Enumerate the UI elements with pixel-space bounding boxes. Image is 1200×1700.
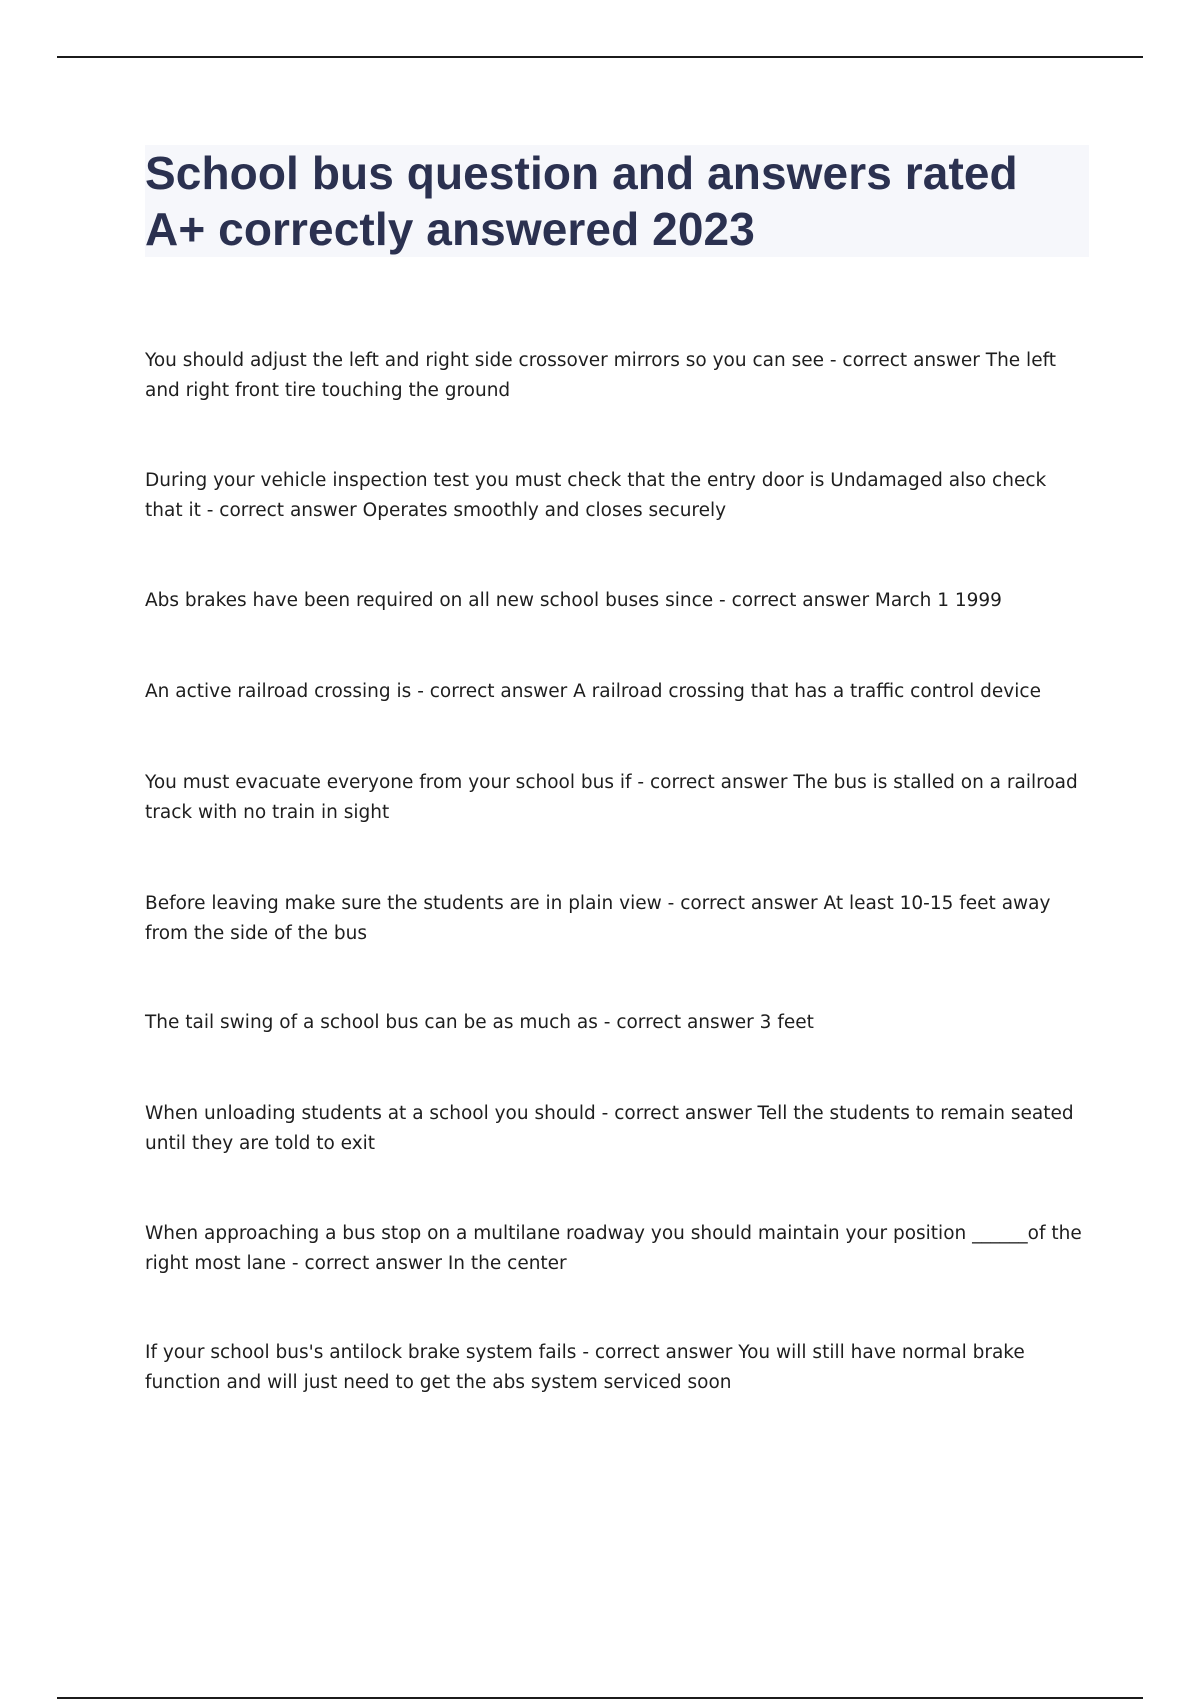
- qa-item: The tail swing of a school bus can be as much as - correct answer 3 feet: [145, 1012, 814, 1033]
- qa-item: During your vehicle inspection test you must check that the entry door is Undamaged also check that it - correct answer Operates smoothly and closes securely: [145, 470, 1047, 521]
- qa-item: You should adjust the left and right side crossover mirrors so you can see - correct answer The left and right front tire touching the ground: [145, 350, 1057, 401]
- top-rule: [57, 56, 1143, 58]
- qa-item: An active railroad crossing is - correct answer A railroad crossing that has a traffic control device: [145, 681, 1041, 702]
- qa-item: You must evacuate everyone from your school bus if - correct answer The bus is stalled on a railroad track with no train in sight: [145, 772, 1078, 823]
- qa-item: Before leaving make sure the students are in plain view - correct answer At least 10-15 feet away from the side of the bus: [145, 893, 1051, 944]
- qa-item: If your school bus's antilock brake system fails - correct answer You will still have normal brake function and will just need to get the abs system serviced soon: [145, 1342, 1025, 1393]
- document-title: School bus question and answers rated A+ correctly answered 2023: [145, 147, 1018, 255]
- qa-item: When unloading students at a school you should - correct answer Tell the students to remain seated until they are told to exit: [145, 1103, 1074, 1154]
- qa-item: When approaching a bus stop on a multilane roadway you should maintain your position ______of the right most lane - correct answer In the center: [145, 1223, 1082, 1274]
- qa-item: Abs brakes have been required on all new school buses since - correct answer March 1 1999: [145, 590, 1002, 611]
- title-block: [145, 145, 1089, 257]
- bottom-rule: [57, 1697, 1143, 1699]
